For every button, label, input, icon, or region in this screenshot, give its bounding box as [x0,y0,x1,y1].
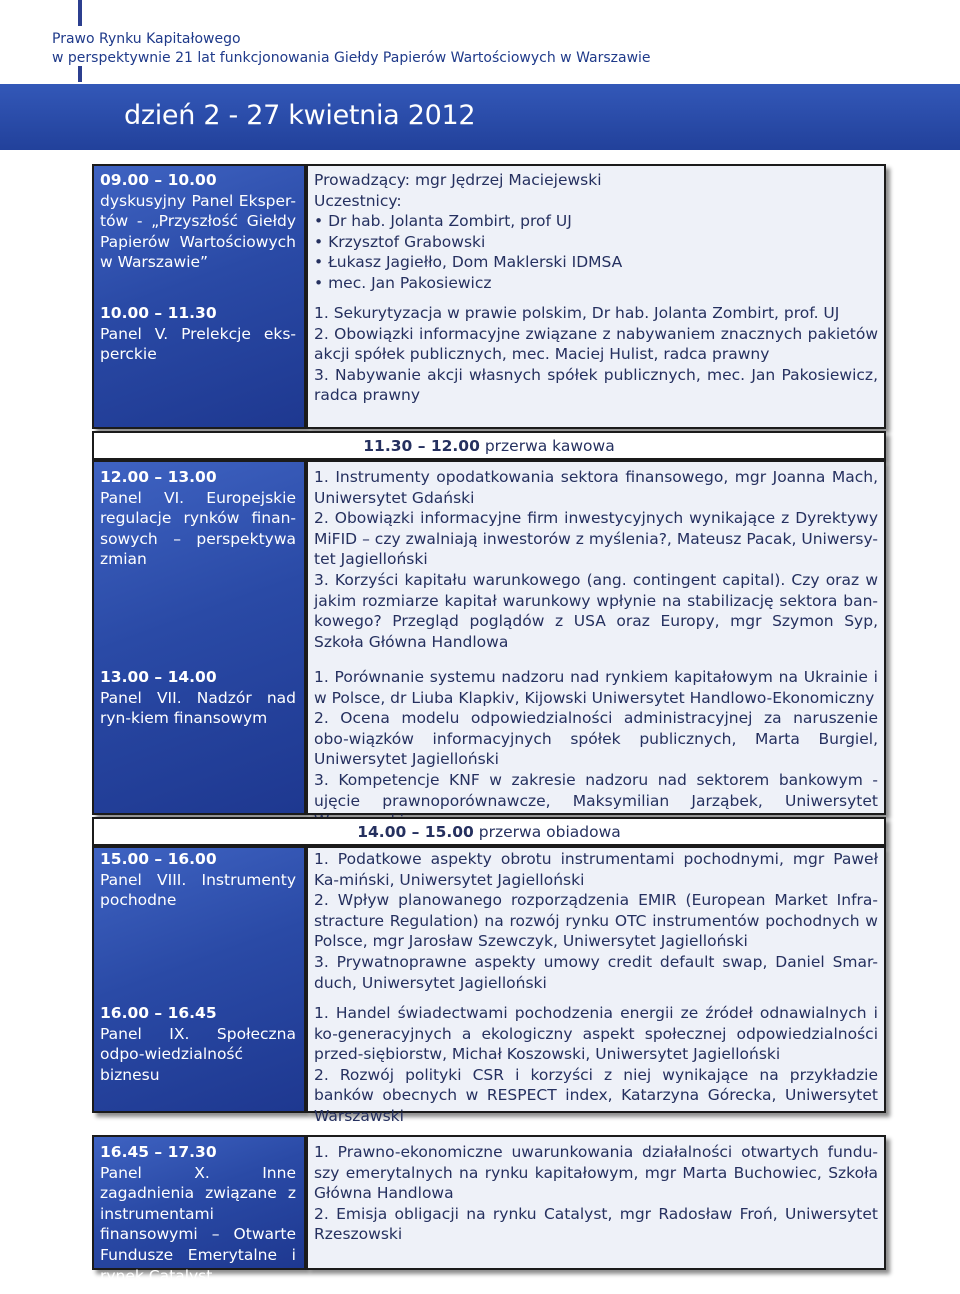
break-time: 11.30 – 12.00 [363,437,480,455]
time-slot [100,849,296,911]
slot-title: Panel VII. Nadzór nad ryn-kiem finansowym [100,688,296,728]
talk: 3. Prywatnoprawne aspekty umowy credit default swap, Daniel Smar-duch, Uniwersytet Jagielloński [314,952,878,992]
talk: 3. Korzyści kapitału warunkowego (ang. contingent capital). Czy oraz w jakim rozmiarze kapitał warunkowy wpłynie na stabilizację sektora ban-kowego? Przegląd poglądów z USA oraz Europy, mgr Szymon Syp, Szkoła Główna Handlowa [314,570,878,651]
slot-title: Panel IX. Społeczna odpo-wiedzialność biznesu [100,1024,296,1084]
slot-time: 09.00 – 10.00 [100,171,217,189]
decorative-line [78,0,82,26]
decorative-line [78,66,82,82]
participant: • Krzysztof Grabowski [314,232,486,251]
slot-title: Panel VIII. Instrumenty pochodne [100,870,296,910]
participants-label: Uczestnicy: [314,191,402,210]
talk: 1. Sekurytyzacja w prawie polskim, Dr hab. Jolanta Zombirt, prof. UJ [314,304,840,322]
participant: • Łukasz Jagiełło, Dom Maklerski IDMSA [314,253,623,272]
slot-time: 16.45 – 17.30 [100,1143,217,1161]
talk: 2. Obowiązki informacyjne związane z nabywaniem znacznych pakietów akcji spółek publicznych, mec. Maciej Hulist, radca prawny [314,324,878,364]
time-slot [100,303,296,365]
talk: 3. Kompetencje KNF w zakresie nadzoru nad sektorem bankowym - ujęcie prawnoporównawcze, Maksymilian Jarząbek, Uniwersytet [314,770,878,810]
slot-time: 10.00 – 11.30 [100,304,217,322]
time-slot [100,467,296,570]
moderator: Prowadzący: mgr Jędrzej Maciejewski [314,171,602,189]
document-header [52,30,651,68]
break-label: przerwa obiadowa [478,823,621,841]
talk: 2. Rozwój polityki CSR i korzyści z niej wynikające na przykładzie banków obecnych w RESPECT index, Katarzyna Górecka, Uniwersytet Warszawski [314,1065,878,1125]
break-label: przerwa kawowa [484,437,615,455]
talk: 1. Podatkowe aspekty obrotu instrumentami pochodnymi, mgr Paweł Ka-miński, Uniwersytet Jagielloński [314,850,878,889]
slot-title: Panel X. Inne zagadnienia związane z instrumentami finansowymi – Otwarte Fundusze Emerytalne i rynek Catalyst [100,1163,296,1285]
talk: 2. Ocena modelu odpowiedzialności administracyjnej za naruszenie obo-wiązków informacyjnych spółek publicznych, Marta Burgiel, Uniwersytet Jagielloński [314,709,878,769]
coffee-break-bar [92,431,886,460]
time-slot [100,170,296,273]
lunch-break-bar [92,817,886,846]
panel-6-talks [314,467,878,652]
lunch-break [94,823,884,841]
slot-time: 13.00 – 14.00 [100,668,217,686]
panel-7-talks [314,667,878,832]
talk: 1. Prawno-ekonomiczne uwarunkowania działalności otwartych fundu-szy emerytalnych na rynku kapitałowym, mgr Marta Buchowiec, Szkoła Główna Handlowa [314,1143,878,1203]
panel-10-talks [314,1142,878,1245]
talk: 1. Instrumenty opodatkowania sektora finansowego, mgr Joanna Mach, Uniwersytet Gdański [314,468,878,507]
header-line-1: Prawo Rynku Kapitałowego [52,31,241,47]
panel-8-talks [314,849,878,993]
slot-title: Panel VI. Europejskie regulacje rynków finan-sowych – perspektywa zmian [100,488,296,569]
panel-5-talks [314,303,878,406]
participant: • Dr hab. Jolanta Zombirt, prof UJ [314,212,572,231]
panel-9-talks [314,1003,878,1127]
talk: 2. Obowiązki informacyjne firm inwestycyjnych wynikające z Dyrektywy MiFID – czy zwalniają inwestorów z myślenia?, Mateusz Pacak, Uniwersy-tet Jagielloński [314,509,878,569]
time-slot [100,1003,296,1085]
participant: • mec. Jan Pakosiewicz [314,273,492,292]
header-line-2: w perspektywnie 21 lat funkcjonowania Giełdy Papierów Wartościowych w Warszawie [52,50,651,66]
day-banner [0,84,960,150]
slot-title: dyskusyjny Panel Eksper-tów - „Przyszłość Giełdy Papierów Wartościowych w Warszawie” [100,191,296,272]
talk: 2. Emisja obligacji na rynku Catalyst, mgr Radosław Froń, Uniwersytet Rzeszowski [314,1204,878,1244]
day-title: dzień 2 - 27 kwietnia 2012 [124,100,476,131]
slot-time: 15.00 – 16.00 [100,850,217,868]
debate-participants [314,170,878,294]
talk: 1. Porównanie systemu nadzoru nad rynkiem kapitałowym na Ukrainie i w Polsce, dr Liuba Klapkiv, Kijowski Uniwersytet Handlowo-Ekonomiczny [314,668,878,707]
break-time: 14.00 – 15.00 [357,823,474,841]
coffee-break [94,437,884,455]
talk: 3. Nabywanie akcji własnych spółek publicznych, mec. Jan Pakosiewicz, radca prawny [314,365,878,405]
time-slot [100,1142,296,1286]
slot-time: 16.00 – 16.45 [100,1004,217,1022]
talk: 2. Wpływ planowanego rozporządzenia EMIR (European Market Infra-stracture Regulation) na rozwój rynku OTC instrumentów pochodnych w Polsce, mgr Jarosław Szewczyk, Uniwersytet Jagielloński [314,891,878,951]
slot-title: Panel V. Prelekcje eks-perckie [100,324,296,364]
talk: 1. Handel świadectwami pochodzenia energii ze źródeł odnawialnych i ko-generacyjnych a ekologiczny aspekt społecznej odpowiedzialności przed-siębiorstw, Michał Koszowski, Uniwersytet Jagielloński [314,1004,878,1064]
time-slot [100,667,296,729]
slot-time: 12.00 – 13.00 [100,468,217,486]
